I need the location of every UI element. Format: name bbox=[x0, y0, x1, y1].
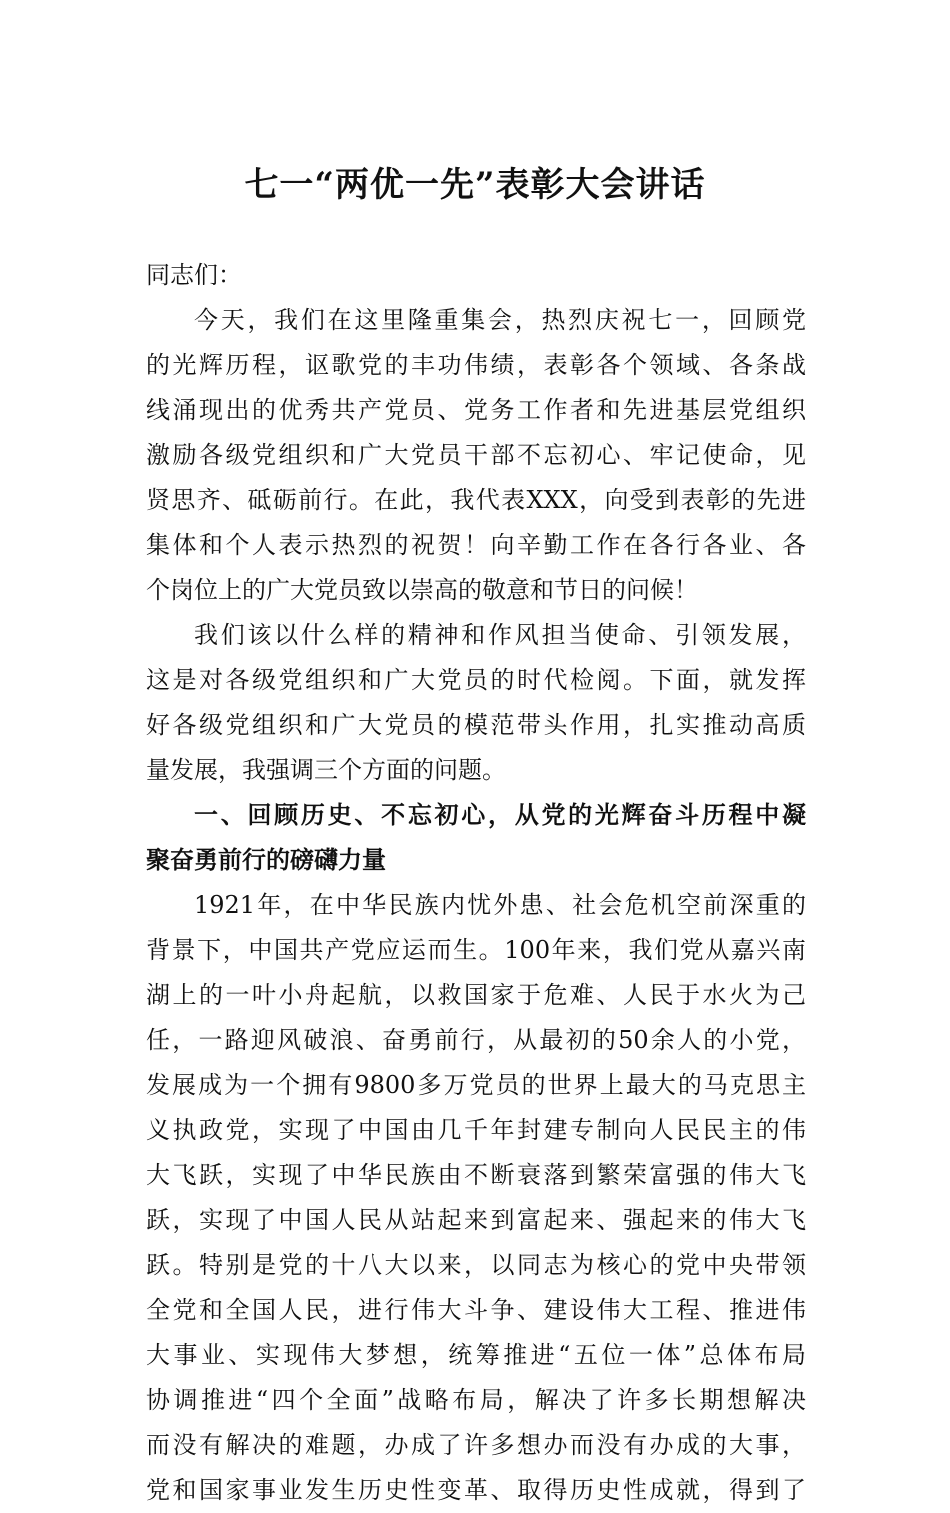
body-text-line: 1921年，在中华民族内忧外患、社会危机空前深重的 bbox=[194, 891, 806, 919]
page-title: 七一“两优一先”表彰大会讲话 bbox=[244, 165, 706, 205]
body-text-line: 好各级党组织和广大党员的模范带头作用，扎实推动高质 bbox=[146, 711, 806, 739]
body-text-line: 协调推进“四个全面”战略布局，解决了许多长期想解决 bbox=[146, 1386, 806, 1414]
body-text-line: 任，一路迎风破浪、奋勇前行，从最初的50余人的小党， bbox=[146, 1026, 806, 1054]
body-text-line: 发展成为一个拥有9800多万党员的世界上最大的马克思主 bbox=[146, 1071, 806, 1099]
body-text-line: 湖上的一叶小舟起航，以救国家于危难、人民于水火为己 bbox=[146, 981, 806, 1009]
body-text-line: 全党和全国人民，进行伟大斗争、建设伟大工程、推进伟 bbox=[146, 1296, 806, 1324]
body-text-line: 大飞跃，实现了中华民族由不断衰落到繁荣富强的伟大飞 bbox=[146, 1161, 806, 1189]
body-text-line: 跃。特别是党的十八大以来，以同志为核心的党中央带领 bbox=[146, 1251, 806, 1279]
body-text-line: 贤思齐、砥砺前行。在此，我代表XXX，向受到表彰的先进 bbox=[146, 486, 806, 514]
body-text-line: 个岗位上的广大党员致以崇高的敬意和节日的问候！ bbox=[146, 576, 698, 604]
body-text-line: 背景下，中国共产党应运而生。100年来，我们党从嘉兴南 bbox=[146, 936, 806, 964]
section-heading-line: 一、回顾历史、不忘初心，从党的光辉奋斗历程中凝 bbox=[194, 801, 806, 829]
body-text-line: 党和国家事业发生历史性变革、取得历史性成就，得到了 bbox=[146, 1476, 806, 1504]
body-text-line: 今天，我们在这里隆重集会，热烈庆祝七一，回顾党 bbox=[194, 306, 806, 334]
body-text-line: 线涌现出的优秀共产党员、党务工作者和先进基层党组织 bbox=[146, 396, 806, 424]
body-text-line: 这是对各级党组织和广大党员的时代检阅。下面，就发挥 bbox=[146, 666, 806, 694]
body-text-line: 集体和个人表示热烈的祝贺！向辛勤工作在各行各业、各 bbox=[146, 531, 806, 559]
body-text-line: 量发展，我强调三个方面的问题。 bbox=[146, 756, 506, 784]
body-text-line: 义执政党，实现了中国由几千年封建专制向人民民主的伟 bbox=[146, 1116, 806, 1144]
section-heading-line: 聚奋勇前行的磅礴力量 bbox=[146, 846, 386, 874]
body-text-line: 大事业、实现伟大梦想，统筹推进“五位一体”总体布局 bbox=[146, 1341, 806, 1369]
document-body bbox=[146, 253, 806, 1513]
body-text-line: 同志们： bbox=[146, 261, 242, 289]
body-text-line: 的光辉历程，讴歌党的丰功伟绩，表彰各个领域、各条战 bbox=[146, 351, 806, 379]
body-text-line: 激励各级党组织和广大党员干部不忘初心、牢记使命，见 bbox=[146, 441, 806, 469]
body-text-line: 而没有解决的难题，办成了许多想办而没有办成的大事， bbox=[146, 1431, 806, 1459]
body-text-line: 跃，实现了中国人民从站起来到富起来、强起来的伟大飞 bbox=[146, 1206, 806, 1234]
body-text-line: 我们该以什么样的精神和作风担当使命、引领发展， bbox=[194, 621, 806, 649]
